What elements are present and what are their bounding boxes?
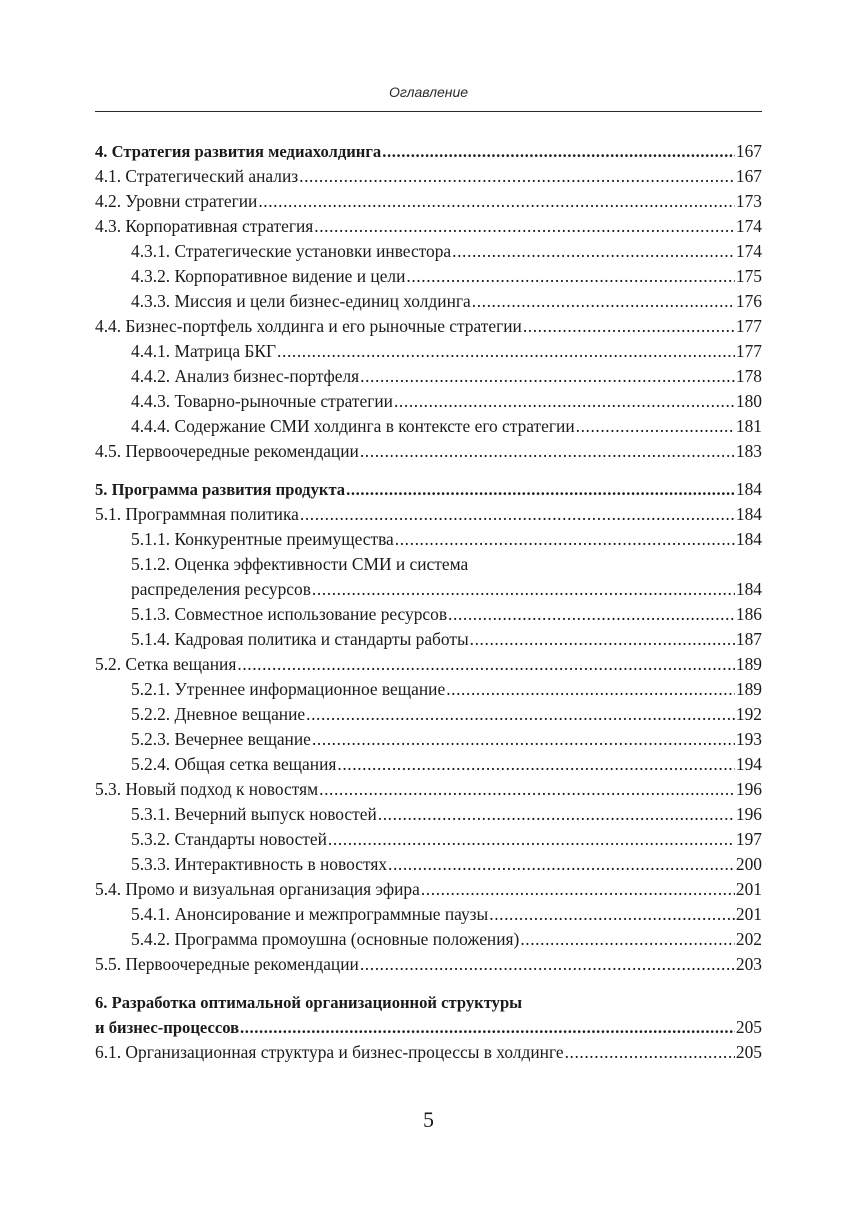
toc-entry-title: 4.4.3. Товарно-рыночные стратегии <box>131 391 393 411</box>
toc-dot-leader <box>299 164 735 189</box>
toc-entry <box>95 164 762 189</box>
toc-entry-title: 5.3.2. Стандарты новостей <box>131 829 327 849</box>
toc-entry-page: 184 <box>735 504 762 524</box>
toc-dot-leader <box>452 239 735 264</box>
toc-dot-leader <box>314 214 735 239</box>
toc-entry-page: 202 <box>735 929 762 949</box>
toc-dot-leader <box>378 802 735 827</box>
toc-entry <box>95 827 762 852</box>
toc-dot-leader <box>277 339 735 364</box>
toc-entry-title: 5.5. Первоочередные рекомендации <box>95 954 359 974</box>
toc-entry <box>95 339 762 364</box>
toc-entry-page: 167 <box>735 166 762 186</box>
toc-entry <box>95 289 762 314</box>
toc-entry-title: 4. Стратегия развития медиахолдинга <box>95 142 382 161</box>
toc-entry-page: 173 <box>735 191 762 211</box>
toc-entry-page: 187 <box>735 629 762 649</box>
toc-entry-page: 201 <box>735 904 762 924</box>
header-divider <box>95 111 762 112</box>
toc-entry-page: 184 <box>735 479 762 499</box>
toc-entry <box>95 1040 762 1065</box>
toc-entry-title: 5.3.1. Вечерний выпуск новостей <box>131 804 377 824</box>
toc-entry-title: распределения ресурсов <box>131 579 311 599</box>
toc-entry-page: 203 <box>735 954 762 974</box>
section-gap <box>95 977 762 990</box>
toc-entry-title: и бизнес-процессов <box>95 1018 240 1037</box>
toc-entry-title: 4.3.3. Миссия и цели бизнес-единиц холдинга <box>131 291 471 311</box>
toc-dot-leader <box>382 139 735 164</box>
toc-dot-leader <box>360 364 735 389</box>
toc-entry-page: 197 <box>735 829 762 849</box>
toc-entry-page: 174 <box>735 241 762 261</box>
toc-chapter <box>95 139 762 164</box>
toc-dot-leader <box>328 827 735 852</box>
toc-entry-title: 5.2. Сетка вещания <box>95 654 237 674</box>
toc-entry-title: 5. Программа развития продукта <box>95 480 346 499</box>
toc-entry-page: 196 <box>735 804 762 824</box>
toc-dot-leader <box>360 952 735 977</box>
toc-entry-page: 205 <box>735 1042 762 1062</box>
toc-entry-page: 201 <box>735 879 762 899</box>
toc-entry-page: 178 <box>735 366 762 386</box>
toc-entry-title: 4.4.2. Анализ бизнес-портфеля <box>131 366 360 386</box>
toc-entry-title: 5.4. Промо и визуальная организация эфира <box>95 879 420 899</box>
toc-dot-leader <box>446 677 735 702</box>
toc-entry-title: 5.2.2. Дневное вещание <box>131 704 306 724</box>
toc-dot-leader <box>448 602 735 627</box>
toc-dot-leader <box>306 702 735 727</box>
toc-entry-title: 4.3.1. Стратегические установки инвестора <box>131 241 452 261</box>
toc-entry-page: 186 <box>735 604 762 624</box>
toc-dot-leader <box>319 777 735 802</box>
toc-dot-leader <box>312 577 735 602</box>
toc-dot-leader <box>406 264 735 289</box>
toc-dot-leader <box>240 1015 735 1040</box>
toc-entry-title-line: 5.1.2. Оценка эффективности СМИ и система <box>131 554 469 574</box>
toc-entry <box>95 777 762 802</box>
toc-entry-title: 5.1. Программная политика <box>95 504 299 524</box>
toc-entry-title: 4.1. Стратегический анализ <box>95 166 299 186</box>
toc-dot-leader <box>489 902 735 927</box>
toc-entry <box>95 927 762 952</box>
toc-entry-page: 184 <box>735 579 762 599</box>
toc-entry-page: 180 <box>735 391 762 411</box>
toc-entry <box>95 702 762 727</box>
toc-entry-title: 5.2.1. Утреннее информационное вещание <box>131 679 446 699</box>
toc-entry-page: 200 <box>735 854 762 874</box>
toc-dot-leader <box>576 414 735 439</box>
toc-entry <box>95 389 762 414</box>
toc-dot-leader <box>360 439 735 464</box>
toc-entry-title: 5.3.3. Интерактивность в новостях <box>131 854 388 874</box>
toc-entry-title: 4.4.4. Содержание СМИ холдинга в контексте его стратегии <box>131 416 575 436</box>
toc-dot-leader <box>472 289 735 314</box>
toc-dot-leader <box>300 502 735 527</box>
toc-entry <box>95 727 762 752</box>
toc-dot-leader <box>470 627 735 652</box>
toc-entry-page: 177 <box>735 316 762 336</box>
toc-entry-page: 189 <box>735 654 762 674</box>
toc-entry <box>95 264 762 289</box>
toc-dot-leader <box>520 927 735 952</box>
toc-entry <box>95 627 762 652</box>
toc-entry <box>95 877 762 902</box>
toc-entry-page: 177 <box>735 341 762 361</box>
toc-entry <box>95 364 762 389</box>
toc-dot-leader <box>421 877 735 902</box>
toc-entry-title: 5.3. Новый подход к новостям <box>95 779 319 799</box>
toc-entry-page: 196 <box>735 779 762 799</box>
toc-entry-title: 5.2.3. Вечернее вещание <box>131 729 311 749</box>
toc-dot-leader <box>395 527 735 552</box>
toc-entry <box>95 952 762 977</box>
toc-entry-page: 205 <box>735 1017 762 1037</box>
toc-dot-leader <box>337 752 735 777</box>
running-header: Оглавление <box>388 84 469 100</box>
toc-entry <box>95 502 762 527</box>
toc-entry-page: 174 <box>735 216 762 236</box>
toc-entry-title: 5.4.2. Программа промоушна (основные положения) <box>131 929 520 949</box>
toc-entry <box>95 414 762 439</box>
toc-entry-page: 176 <box>735 291 762 311</box>
toc-entry-title: 4.2. Уровни стратегии <box>95 191 258 211</box>
toc-entry-title: 4.4.1. Матрица БКГ <box>131 341 277 361</box>
toc-entry <box>95 602 762 627</box>
toc-entry-page: 184 <box>735 529 762 549</box>
toc-entry-title: 5.1.1. Конкурентные преимущества <box>131 529 394 549</box>
toc-entry <box>95 439 762 464</box>
toc-entry-title: 4.4. Бизнес-портфель холдинга и его рыночные стратегии <box>95 316 522 336</box>
toc-entry-title: 5.4.1. Анонсирование и межпрограммные паузы <box>131 904 489 924</box>
toc-dot-leader <box>312 727 735 752</box>
toc-entry-page: 183 <box>735 441 762 461</box>
toc-entry <box>95 314 762 339</box>
toc-entry <box>95 214 762 239</box>
toc-entry <box>95 652 762 677</box>
toc-entry-page: 189 <box>735 679 762 699</box>
toc-dot-leader <box>237 652 735 677</box>
toc-entry <box>95 752 762 777</box>
toc-entry-page: 192 <box>735 704 762 724</box>
toc-entry-title: 5.1.3. Совместное использование ресурсов <box>131 604 448 624</box>
toc-entry-title: 6.1. Организационная структура и бизнес-процессы в холдинге <box>95 1042 564 1062</box>
toc-entry-title: 4.5. Первоочередные рекомендации <box>95 441 359 461</box>
toc-dot-leader <box>565 1040 735 1065</box>
toc-entry <box>95 677 762 702</box>
toc-entry-page: 181 <box>735 416 762 436</box>
page-number: 5 <box>423 1107 434 1132</box>
toc-entry-title-line: 6. Разработка оптимальной организационной структуры <box>95 993 523 1012</box>
toc-dot-leader <box>394 389 735 414</box>
toc-entry <box>95 802 762 827</box>
toc-entry <box>95 902 762 927</box>
toc-dot-leader <box>258 189 735 214</box>
toc-chapter <box>95 1015 762 1040</box>
table-of-contents <box>95 139 762 1065</box>
toc-entry <box>95 852 762 877</box>
toc-entry-title: 5.2.4. Общая сетка вещания <box>131 754 337 774</box>
toc-dot-leader <box>388 852 735 877</box>
toc-entry <box>95 239 762 264</box>
toc-entry <box>95 189 762 214</box>
toc-dot-leader <box>346 477 735 502</box>
toc-entry-page: 194 <box>735 754 762 774</box>
toc-entry-page: 193 <box>735 729 762 749</box>
toc-entry-title: 4.3.2. Корпоративное видение и цели <box>131 266 406 286</box>
toc-entry <box>95 577 762 602</box>
toc-dot-leader <box>523 314 735 339</box>
section-gap <box>95 464 762 477</box>
toc-entry <box>95 527 762 552</box>
toc-entry-title: 5.1.4. Кадровая политика и стандарты работы <box>131 629 469 649</box>
toc-chapter <box>95 477 762 502</box>
toc-entry-page: 167 <box>735 141 762 161</box>
toc-entry-title: 4.3. Корпоративная стратегия <box>95 216 314 236</box>
toc-entry-page: 175 <box>735 266 762 286</box>
